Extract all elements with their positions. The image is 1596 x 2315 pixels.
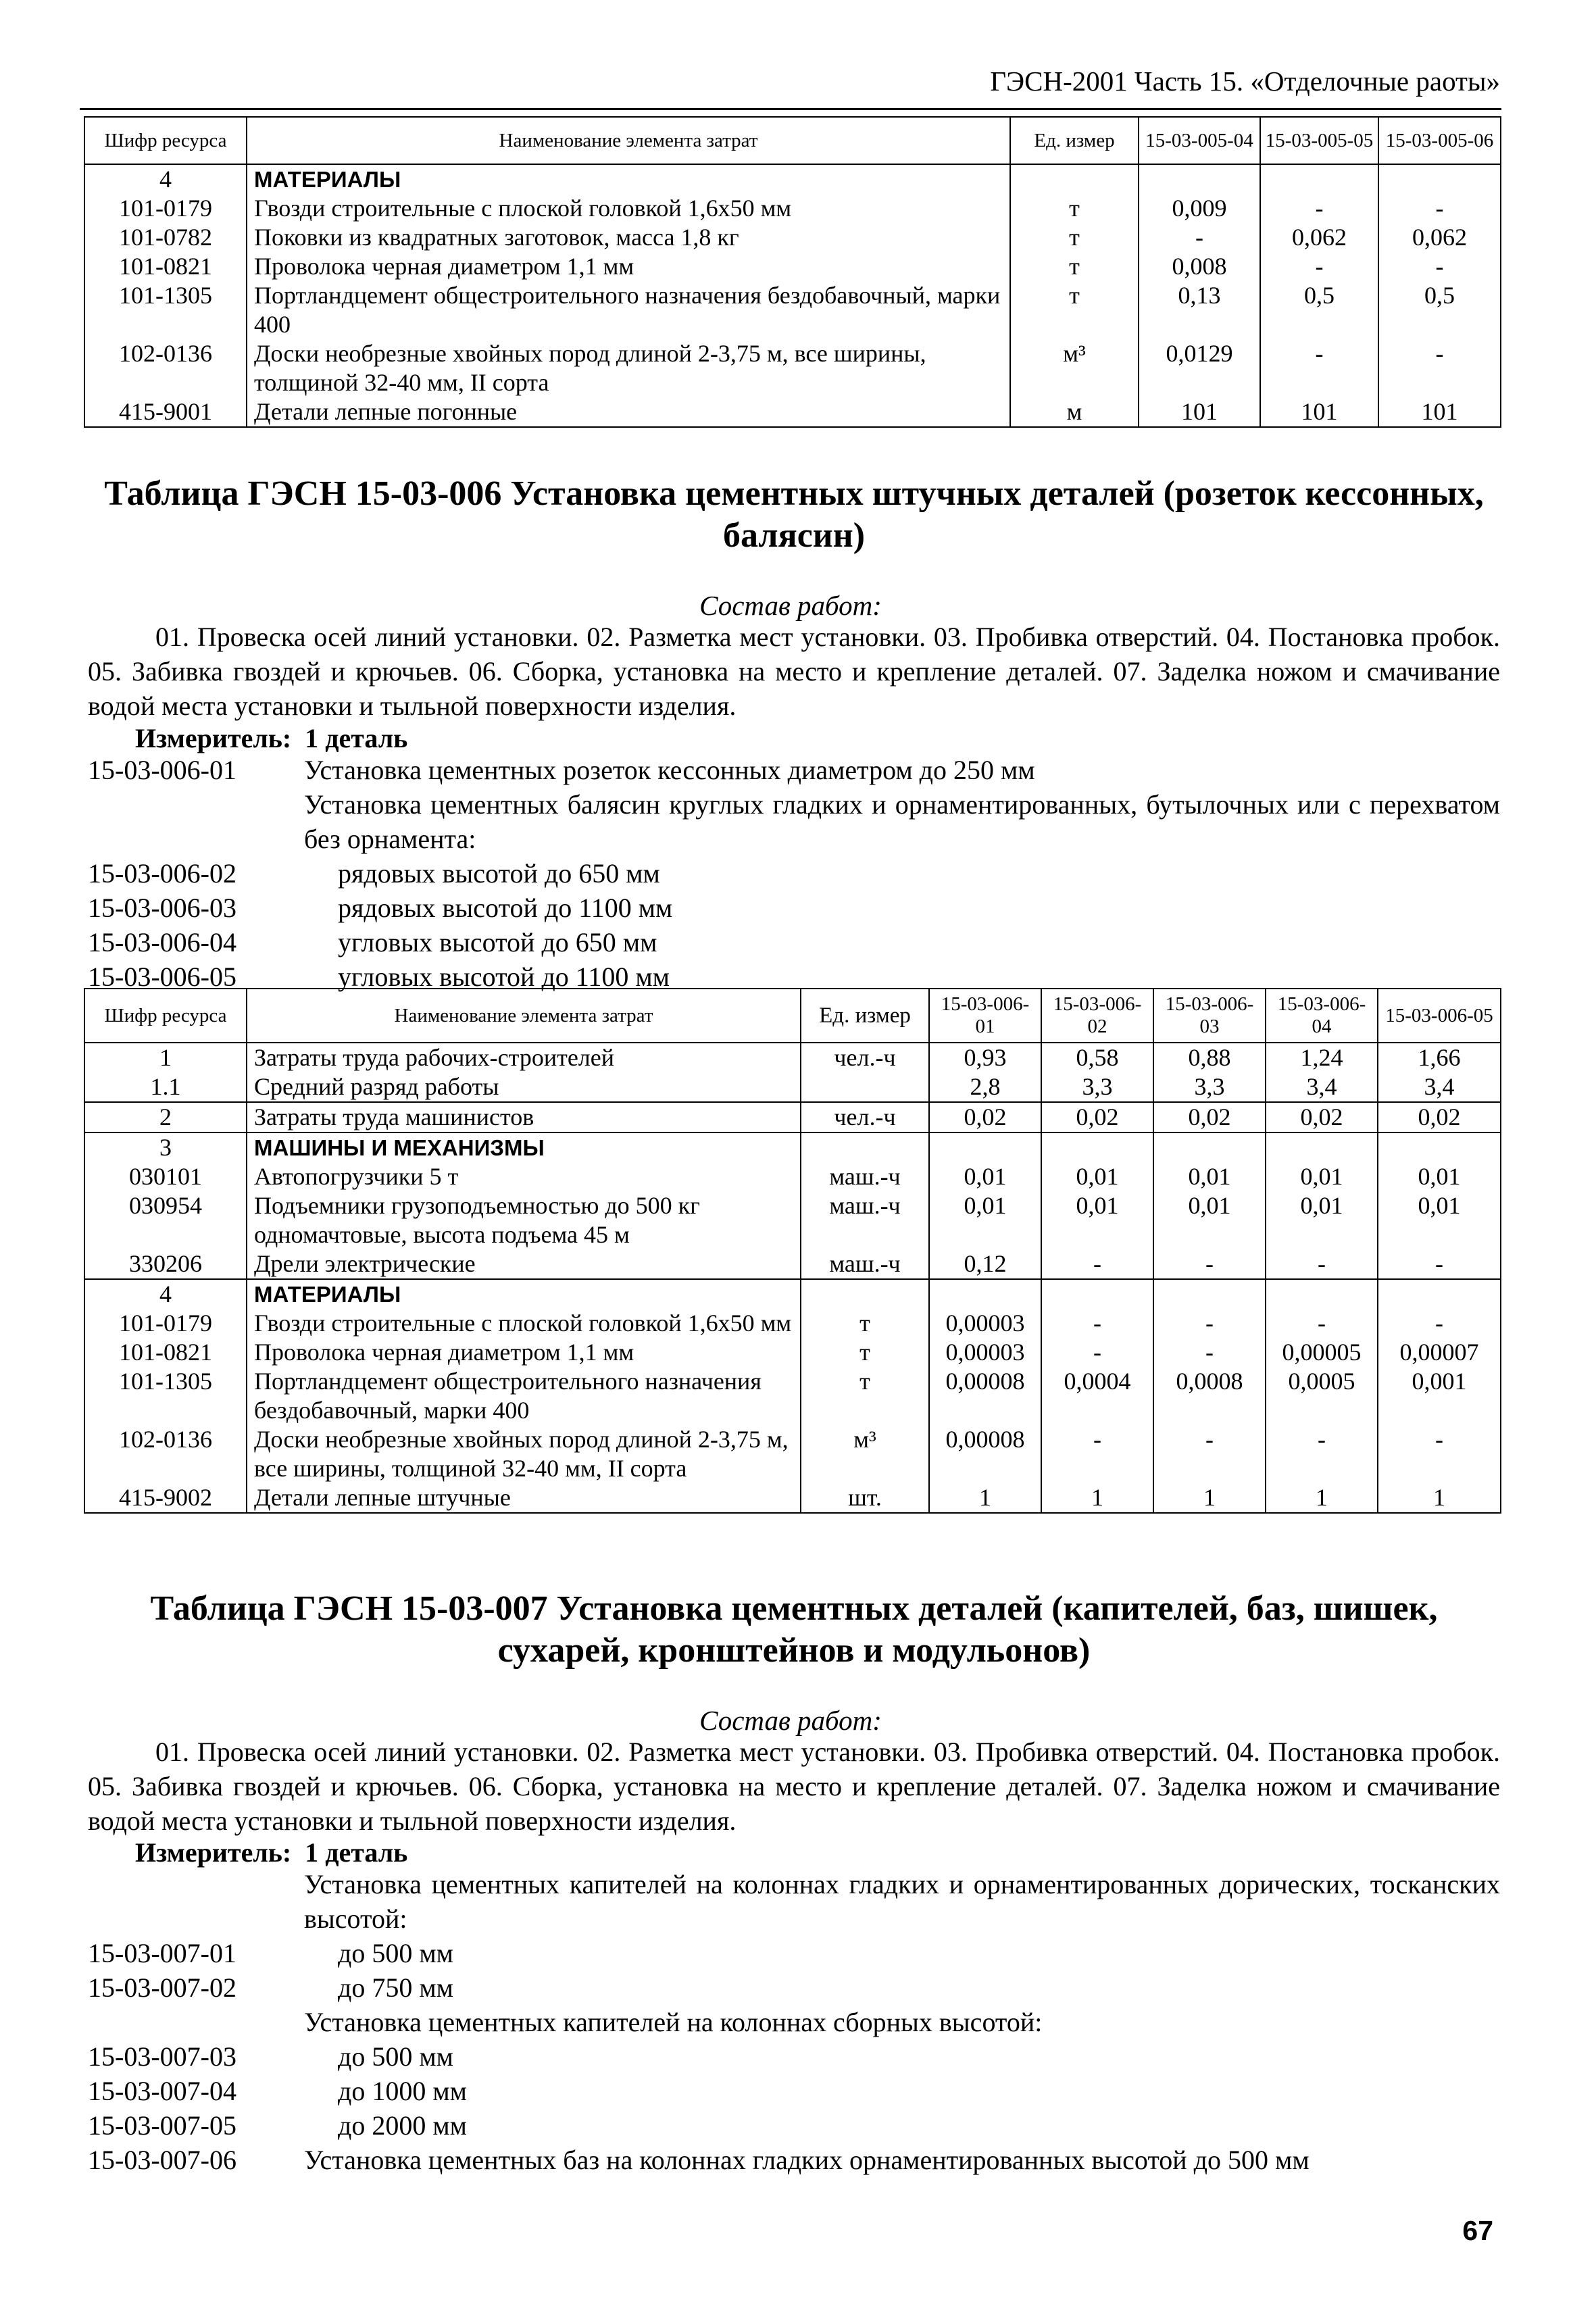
norm-value: 0,93 xyxy=(929,1043,1041,1072)
variant-code: 15-03-006-01 xyxy=(88,755,236,785)
cost-element-name: Проволока черная диаметром 1,1 мм xyxy=(247,1338,801,1367)
cost-element-name: Затраты труда рабочих-строителей xyxy=(247,1043,801,1072)
norm-value: 101 xyxy=(1260,397,1378,427)
cost-element-name: Затраты труда машинистов xyxy=(247,1102,801,1132)
resource-code: 030954 xyxy=(84,1191,247,1249)
norm-value: 0,02 xyxy=(1266,1102,1378,1132)
norm-value: - xyxy=(1041,1338,1153,1367)
norm-value xyxy=(1266,1279,1378,1309)
table-row xyxy=(84,223,1501,252)
norm-value: - xyxy=(1041,1425,1153,1483)
table-row xyxy=(84,281,1501,339)
norm-value: 0,001 xyxy=(1378,1367,1501,1425)
table-row xyxy=(84,1043,1501,1072)
variant-text: рядовых высотой до 1100 мм xyxy=(338,893,673,923)
norm-value: - xyxy=(1260,339,1378,397)
table-row xyxy=(84,339,1501,397)
unit: т xyxy=(801,1338,929,1367)
norm-value: 0,5 xyxy=(1260,281,1378,339)
norm-value: 101 xyxy=(1139,397,1260,427)
cost-element-name: Доски необрезные хвойных пород длиной 2-3,75 м, все ширины, толщиной 32-40 мм, II сорта xyxy=(247,339,1010,397)
section-row xyxy=(84,1279,1501,1309)
norm-value: 0,062 xyxy=(1378,223,1501,252)
norm-value: 0,01 xyxy=(1041,1191,1153,1249)
norm-value: 0,02 xyxy=(1041,1102,1153,1132)
norm-value: 3,4 xyxy=(1378,1072,1501,1102)
norm-value: - xyxy=(1041,1249,1153,1279)
table-row xyxy=(84,1338,1501,1367)
norm-value: 1 xyxy=(1041,1483,1153,1513)
running-header: ГЭСН-2001 Часть 15. «Отделочные раоты» xyxy=(990,66,1500,97)
unit xyxy=(801,1132,929,1162)
resource-code: 102-0136 xyxy=(84,339,247,397)
norm-value xyxy=(1378,1279,1501,1309)
table-row xyxy=(84,1425,1501,1483)
norm-value: - xyxy=(1153,1249,1266,1279)
variant-text: до 500 мм xyxy=(338,2041,453,2072)
norm-value: 0,01 xyxy=(1378,1162,1501,1191)
unit: т xyxy=(801,1367,929,1425)
norm-value: 0,01 xyxy=(929,1191,1041,1249)
composition-label: Состав работ: xyxy=(699,1705,882,1736)
norm-value xyxy=(1153,1279,1266,1309)
norm-value: 3,4 xyxy=(1266,1072,1378,1102)
variant-code: 15-03-006-05 xyxy=(88,962,236,992)
norm-value: 0,5 xyxy=(1378,281,1501,339)
norm-value: 0,00005 xyxy=(1266,1338,1378,1367)
resource-code: 415-9001 xyxy=(84,397,247,427)
variant-text: Установка цементных розеток кессонных диаметром до 250 мм xyxy=(304,755,1035,785)
norm-value: 0,01 xyxy=(1266,1162,1378,1191)
unit: м xyxy=(1010,397,1139,427)
unit: т xyxy=(1010,194,1139,223)
resource-code: 3 xyxy=(84,1132,247,1162)
header-col-3: 15-03-005-06 xyxy=(1378,117,1501,164)
norm-value: 0,0008 xyxy=(1153,1367,1266,1425)
cost-element-name: Средний разряд работы xyxy=(247,1072,801,1102)
unit xyxy=(801,1072,929,1102)
resource-code: 101-0179 xyxy=(84,194,247,223)
norm-value: 0,02 xyxy=(1378,1102,1501,1132)
measure-line xyxy=(135,722,407,754)
cost-element-name: Доски необрезные хвойных пород длиной 2-3,75 м, все ширины, толщиной 32-40 мм, II сорта xyxy=(247,1425,801,1483)
header-name: Наименование элемента затрат xyxy=(247,117,1010,164)
variant-text: до 500 мм xyxy=(338,1938,453,1968)
variant-text: Установка цементных баз на колоннах гладких орнаментированных высотой до 500 мм xyxy=(304,2145,1310,2175)
norm-value: 101 xyxy=(1378,397,1501,427)
norm-value: 0,00003 xyxy=(929,1309,1041,1338)
norm-value: 0,01 xyxy=(1266,1191,1378,1249)
header-code: Шифр ресурса xyxy=(84,989,247,1043)
composition-text: 01. Провеска осей линий установки. 02. Разметка мест установки. 03. Пробивка отверстий. 04. Постановка пробок. 05. Забивка гвоздей и крючьев. 06. Сборка, установка на место и крепление деталей. 07. Заделка ножом и смачивание водой места установки и тыльной поверхности изделия. xyxy=(88,622,1500,721)
norm-value: 0,01 xyxy=(1378,1191,1501,1249)
header-rule xyxy=(80,108,1501,110)
norm-value: 0,008 xyxy=(1139,252,1260,281)
norm-value: 1,24 xyxy=(1266,1043,1378,1072)
header-name: Наименование элемента затрат xyxy=(247,989,801,1043)
norm-value: - xyxy=(1378,1249,1501,1279)
norm-value: - xyxy=(1266,1425,1378,1483)
norm-value: 0,12 xyxy=(929,1249,1041,1279)
norm-value: - xyxy=(1378,1309,1501,1338)
unit: т xyxy=(801,1309,929,1338)
variant-code: 15-03-007-05 xyxy=(88,2110,236,2141)
norm-value: - xyxy=(1153,1309,1266,1338)
header-code: Шифр ресурса xyxy=(84,117,247,164)
cost-element-name: Проволока черная диаметром 1,1 мм xyxy=(247,252,1010,281)
norm-value: 3,3 xyxy=(1153,1072,1266,1102)
norm-value: 3,3 xyxy=(1041,1072,1153,1102)
unit: т xyxy=(1010,252,1139,281)
norm-value: 1 xyxy=(1153,1483,1266,1513)
unit: маш.-ч xyxy=(801,1162,929,1191)
unit: маш.-ч xyxy=(801,1191,929,1249)
table-row xyxy=(84,252,1501,281)
table-15-03-005-continuation xyxy=(84,116,1501,428)
norm-value xyxy=(1378,1132,1501,1162)
unit: чел.-ч xyxy=(801,1043,929,1072)
cost-element-name: Детали лепные штучные xyxy=(247,1483,801,1513)
table-row xyxy=(84,1102,1501,1132)
table-row xyxy=(84,397,1501,427)
table-row xyxy=(84,1367,1501,1425)
resource-code: 101-0782 xyxy=(84,223,247,252)
norm-value: 2,8 xyxy=(929,1072,1041,1102)
table-title-15-03-007: Таблица ГЭСН 15-03-007 Установка цементных деталей (капителей, баз, шишек, сухарей, кронштейнов и модульонов) xyxy=(150,1589,1438,1670)
table-row xyxy=(84,1191,1501,1249)
resource-code: 030101 xyxy=(84,1162,247,1191)
cost-element-name: Портландцемент общестроительного назначения бездобавочный, марки 400 xyxy=(247,281,1010,339)
resource-code: 4 xyxy=(84,1279,247,1309)
unit: шт. xyxy=(801,1483,929,1513)
norm-value: - xyxy=(1266,1309,1378,1338)
variant-text: до 2000 мм xyxy=(338,2110,467,2141)
variant-text: Установка цементных балясин круглых гладких и орнаментированных, бутылочных или с перехватом без орнамента: xyxy=(304,789,1500,854)
variant-text: Установка цементных капителей на колоннах сборных высотой: xyxy=(304,2007,1043,2037)
norm-value: 0,01 xyxy=(1153,1162,1266,1191)
norm-value: - xyxy=(1153,1425,1266,1483)
norm-value: 1 xyxy=(929,1483,1041,1513)
measure-value: 1 деталь xyxy=(305,1837,408,1868)
variant-code: 15-03-006-02 xyxy=(88,858,236,889)
norm-value: 1 xyxy=(1266,1483,1378,1513)
cost-element-name: Дрели электрические xyxy=(247,1249,801,1279)
norm-value: 0,13 xyxy=(1139,281,1260,339)
section-name: МАШИНЫ И МЕХАНИЗМЫ xyxy=(247,1132,801,1162)
section-name: МАТЕРИАЛЫ xyxy=(247,164,1010,194)
measure-label: Измеритель: xyxy=(135,1837,292,1868)
table-row xyxy=(84,1309,1501,1338)
norm-value: - xyxy=(1260,194,1378,223)
unit: м³ xyxy=(1010,339,1139,397)
variant-code: 15-03-007-01 xyxy=(88,1938,236,1968)
table-row xyxy=(84,1162,1501,1191)
composition-label: Состав работ: xyxy=(699,590,882,621)
norm-value: - xyxy=(1266,1249,1378,1279)
variant-text: Установка цементных капителей на колоннах гладких и орнаментированных дорических, тосканских высотой: xyxy=(304,1869,1500,1934)
norm-value: - xyxy=(1139,223,1260,252)
table-row xyxy=(84,1249,1501,1279)
section-row xyxy=(84,1132,1501,1162)
table-row xyxy=(84,194,1501,223)
resource-code: 101-1305 xyxy=(84,1367,247,1425)
resource-code: 101-0179 xyxy=(84,1309,247,1338)
norm-value: 0,009 xyxy=(1139,194,1260,223)
norm-value: 0,062 xyxy=(1260,223,1378,252)
cost-element-name: Подъемники грузоподъемностью до 500 кг одномачтовые, высота подъема 45 м xyxy=(247,1191,801,1249)
table-row xyxy=(84,1072,1501,1102)
resource-code: 101-0821 xyxy=(84,252,247,281)
norm-value: 0,00007 xyxy=(1378,1338,1501,1367)
norm-value xyxy=(1153,1132,1266,1162)
composition-text: 01. Провеска осей линий установки. 02. Разметка мест установки. 03. Пробивка отверстий. 04. Постановка пробок. 05. Забивка гвоздей и крючьев. 06. Сборка, установка на место и крепление деталей. 07. Заделка ножом и смачивание водой места установки и тыльной поверхности изделия. xyxy=(88,1737,1500,1836)
cost-element-name: Детали лепные погонные xyxy=(247,397,1010,427)
resource-code: 2 xyxy=(84,1102,247,1132)
norm-value: 0,00008 xyxy=(929,1367,1041,1425)
cost-element-name: Автопогрузчики 5 т xyxy=(247,1162,801,1191)
resource-code: 330206 xyxy=(84,1249,247,1279)
norm-value: - xyxy=(1378,339,1501,397)
resource-code: 102-0136 xyxy=(84,1425,247,1483)
norm-value xyxy=(1041,1279,1153,1309)
resource-code: 1 xyxy=(84,1043,247,1072)
norm-value: 0,01 xyxy=(1153,1191,1266,1249)
norm-value: - xyxy=(1378,194,1501,223)
norm-value: - xyxy=(1378,252,1501,281)
measure-label: Измеритель: xyxy=(135,723,292,753)
header-col-4: 15-03-006-04 xyxy=(1266,989,1378,1043)
variant-code: 15-03-007-03 xyxy=(88,2041,236,2072)
table-15-03-006 xyxy=(84,988,1501,1514)
norm-value: 0,88 xyxy=(1153,1043,1266,1072)
norm-value: 0,00003 xyxy=(929,1338,1041,1367)
variant-text: рядовых высотой до 650 мм xyxy=(338,858,660,889)
unit: маш.-ч xyxy=(801,1249,929,1279)
cost-element-name: Поковки из квадратных заготовок, масса 1,8 кг xyxy=(247,223,1010,252)
resource-code: 415-9002 xyxy=(84,1483,247,1513)
measure-value: 1 деталь xyxy=(305,723,408,753)
measure-line xyxy=(135,1837,407,1868)
norm-value xyxy=(1266,1132,1378,1162)
norm-value: 0,00008 xyxy=(929,1425,1041,1483)
resource-code: 1.1 xyxy=(84,1072,247,1102)
variant-code: 15-03-006-04 xyxy=(88,927,236,957)
norm-value: - xyxy=(1153,1338,1266,1367)
variant-text: до 1000 мм xyxy=(338,2076,467,2106)
header-col-2: 15-03-006-02 xyxy=(1041,989,1153,1043)
unit: чел.-ч xyxy=(801,1102,929,1132)
variant-text: до 750 мм xyxy=(338,1972,453,2003)
header-col-1: 15-03-006-01 xyxy=(929,989,1041,1043)
variant-code: 15-03-007-06 xyxy=(88,2145,236,2175)
norm-value xyxy=(929,1279,1041,1309)
norm-value: 1 xyxy=(1378,1483,1501,1513)
norm-value: 0,0005 xyxy=(1266,1367,1378,1425)
cost-element-name: Портландцемент общестроительного назначения бездобавочный, марки 400 xyxy=(247,1367,801,1425)
norm-value xyxy=(1041,1132,1153,1162)
header-unit: Ед. измер xyxy=(1010,117,1139,164)
norm-value: 0,02 xyxy=(929,1102,1041,1132)
variant-text: угловых высотой до 650 мм xyxy=(338,927,657,957)
norm-value xyxy=(929,1132,1041,1162)
norm-value: 0,01 xyxy=(1041,1162,1153,1191)
variant-text: угловых высотой до 1100 мм xyxy=(338,962,670,992)
norm-value: - xyxy=(1260,252,1378,281)
resource-code: 101-1305 xyxy=(84,281,247,339)
norm-value: 0,02 xyxy=(1153,1102,1266,1132)
norm-value: 0,58 xyxy=(1041,1043,1153,1072)
header-col-3: 15-03-006-03 xyxy=(1153,989,1266,1043)
table-title-15-03-006: Таблица ГЭСН 15-03-006 Установка цементных штучных деталей (розеток кессонных, балясин) xyxy=(104,474,1484,555)
cost-element-name: Гвозди строительные с плоской головкой 1,6х50 мм xyxy=(247,1309,801,1338)
header-col-1: 15-03-005-04 xyxy=(1139,117,1260,164)
norm-value: - xyxy=(1041,1309,1153,1338)
norm-value: 1,66 xyxy=(1378,1043,1501,1072)
norm-value: 0,0129 xyxy=(1139,339,1260,397)
unit: т xyxy=(1010,223,1139,252)
resource-code: 101-0821 xyxy=(84,1338,247,1367)
norm-value: 0,01 xyxy=(929,1162,1041,1191)
section-row xyxy=(84,164,1501,194)
page-number: 67 xyxy=(1462,2215,1493,2246)
cost-element-name: Гвозди строительные с плоской головкой 1,6х50 мм xyxy=(247,194,1010,223)
variant-code: 15-03-006-03 xyxy=(88,893,236,923)
header-unit: Ед. измер xyxy=(801,989,929,1043)
header-col-2: 15-03-005-05 xyxy=(1260,117,1378,164)
unit: т xyxy=(1010,281,1139,339)
header-col-5: 15-03-006-05 xyxy=(1378,989,1501,1043)
section-code: 4 xyxy=(84,164,247,194)
table-row xyxy=(84,1483,1501,1513)
norm-value: - xyxy=(1378,1425,1501,1483)
unit xyxy=(801,1279,929,1309)
variant-code: 15-03-007-04 xyxy=(88,2076,236,2106)
norm-value: 0,0004 xyxy=(1041,1367,1153,1425)
unit: м³ xyxy=(801,1425,929,1483)
section-name: МАТЕРИАЛЫ xyxy=(247,1279,801,1309)
variant-code: 15-03-007-02 xyxy=(88,1972,236,2003)
